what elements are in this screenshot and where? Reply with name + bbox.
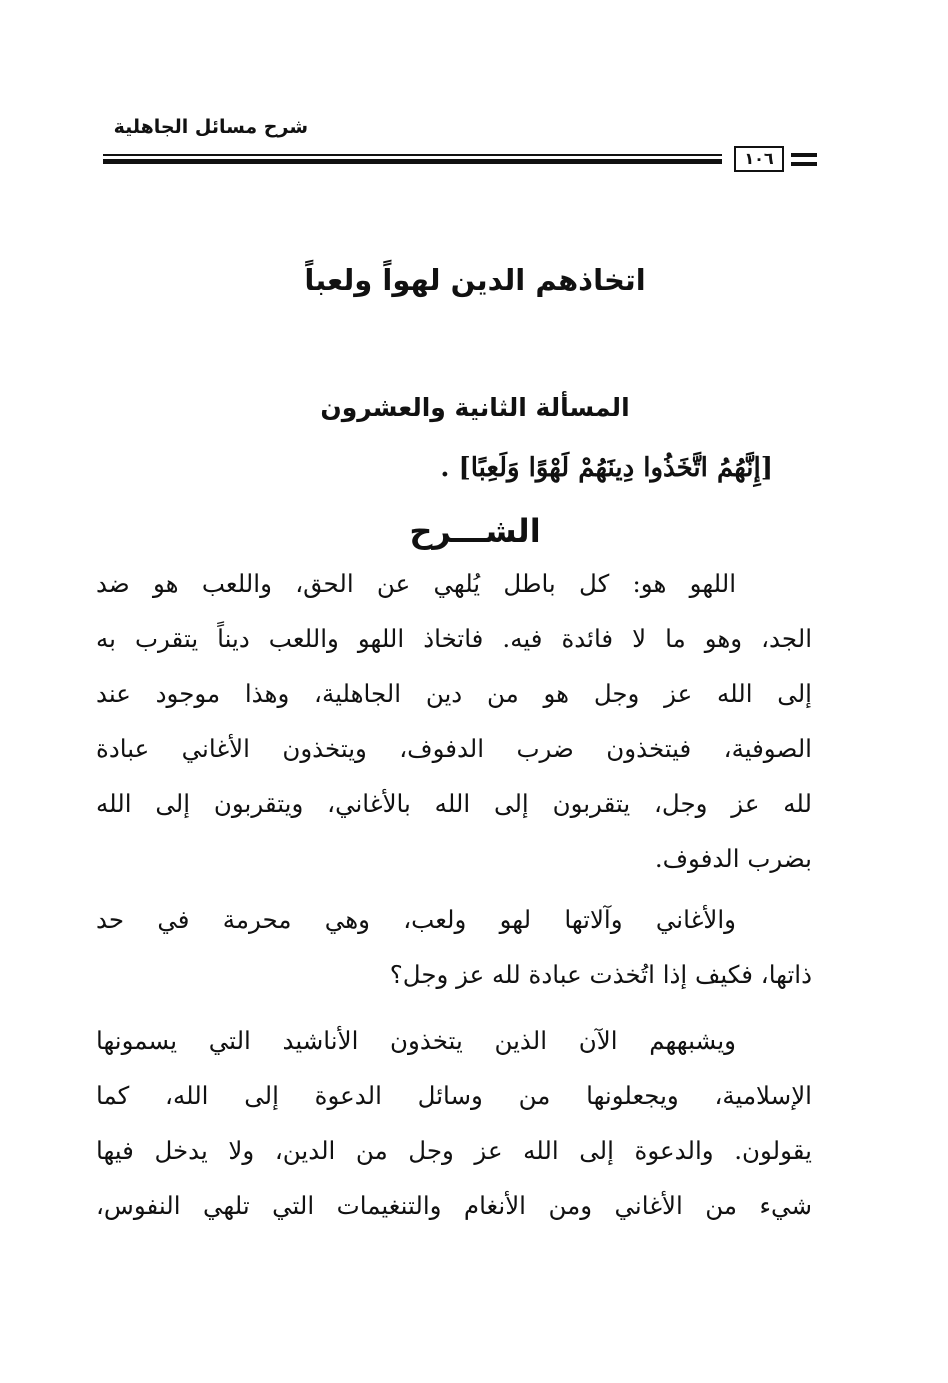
body-paragraph [96, 556, 812, 886]
header-ornament-dash [791, 162, 817, 166]
body-paragraph [96, 892, 812, 1002]
body-paragraph [96, 1013, 812, 1233]
issue-heading: المسألة الثانية والعشرون [320, 393, 630, 422]
chapter-title: اتخاذهم الدين لهواً ولعباً [304, 263, 646, 297]
text-line: والأغاني وآلاتها لهو ولعب، وهي محرمة في حد [96, 905, 736, 934]
text-line: ذاتها، فكيف إذا اتُخذت عبادة لله عز وجل؟ [389, 960, 812, 989]
header-rule-thin [103, 154, 722, 156]
header-ornament-dash [791, 153, 817, 157]
running-header-title: شرح مسائل الجاهلية [113, 116, 308, 138]
text-line: الإسلامية، ويجعلونها من وسائل الدعوة إلى الله، كما [96, 1081, 812, 1110]
text-line: يقولون. والدعوة إلى الله عز وجل من الدين، ولا يدخل فيها [96, 1136, 812, 1165]
page-number: ١٠٦ [734, 146, 784, 172]
quran-quote: [إِنَّهُمُ اتَّخَذُوا دِينَهُمْ لَهْوًا وَلَعِبًا] . [440, 453, 773, 483]
header-rule-thick [103, 159, 722, 164]
commentary-heading: الشـــرح [409, 512, 541, 550]
text-line: ويشبههم الآن الذين يتخذون الأناشيد التي يسمونها [96, 1026, 736, 1055]
text-line: شيء من الأغاني ومن الأنغام والتنغيمات التي تلهي النفوس، [96, 1191, 812, 1220]
text-line: بضرب الدفوف. [654, 844, 812, 873]
text-line: إلى الله عز وجل هو من دين الجاهلية، وهذا موجود عند [96, 679, 812, 708]
text-line: لله عز وجل، يتقربون إلى الله بالأغاني، ويتقربون إلى الله [96, 789, 812, 818]
text-line: الصوفية، فيتخذون ضرب الدفوف، ويتخذون الأغاني عبادة [96, 734, 812, 763]
text-line: اللهو هو: كل باطل يُلهي عن الحق، واللعب هو ضد [96, 569, 736, 598]
text-line: الجد، وهو ما لا فائدة فيه. فاتخاذ اللهو واللعب ديناً يتقرب به [96, 624, 812, 653]
